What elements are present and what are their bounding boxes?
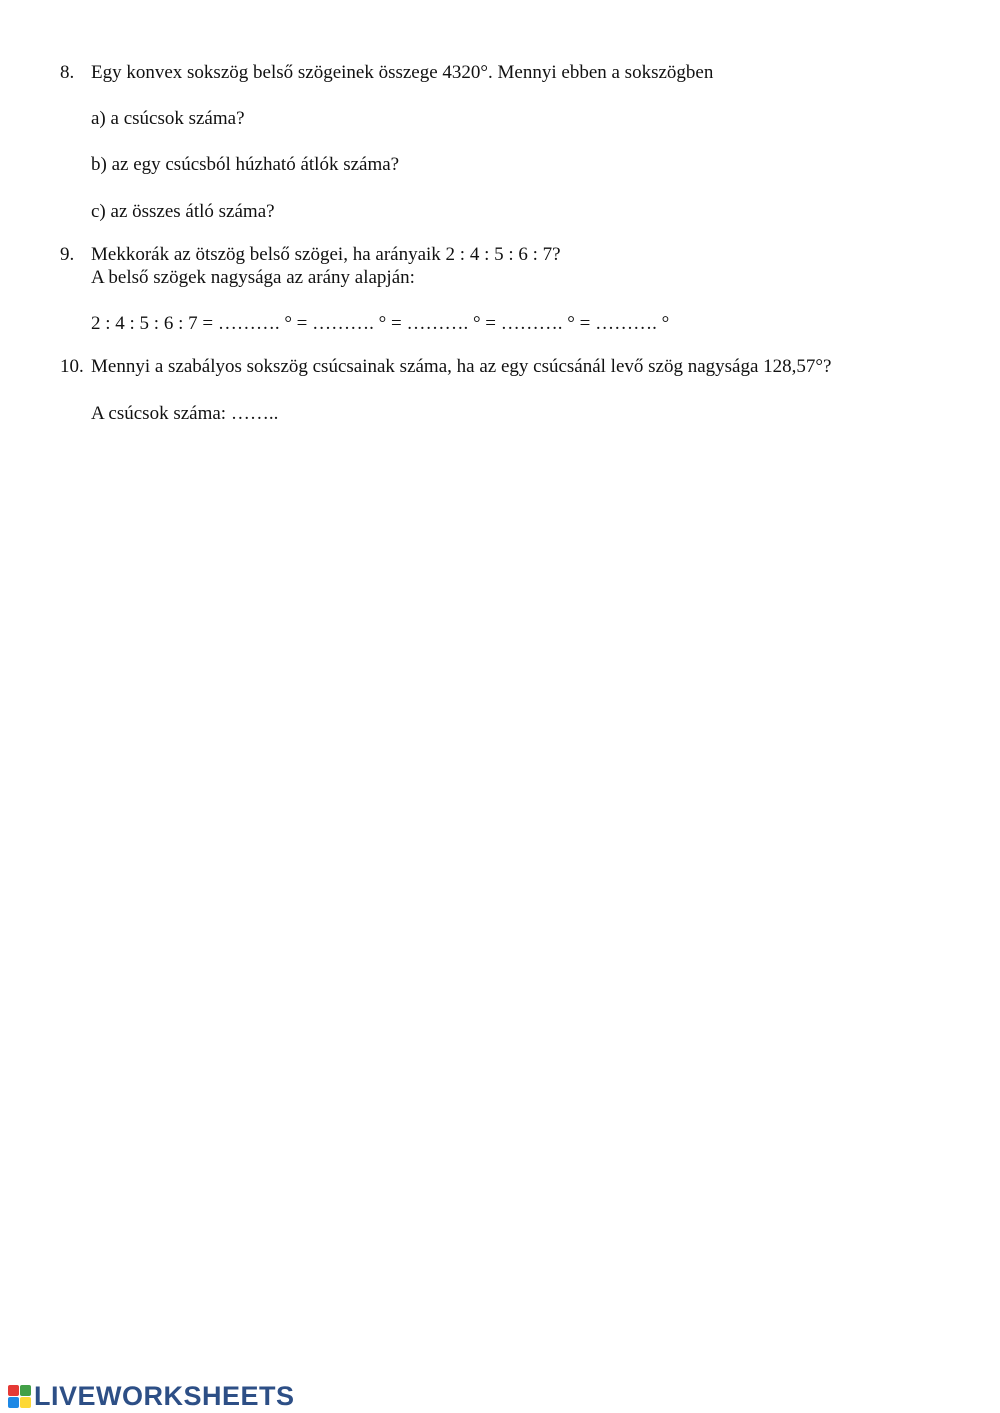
question-8-number: 8. [60,62,75,83]
logo-square-blue [8,1397,19,1408]
logo-square-red [8,1385,19,1396]
question-9-answer-line[interactable]: 2 : 4 : 5 : 6 : 7 = ………. ° = ………. ° = ………. ° = ………. ° = ………. ° [91,313,670,334]
question-8b: b) az egy csúcsból húzható átlók száma? [91,154,400,175]
question-10-answer[interactable]: A csúcsok száma: …….. [91,403,279,424]
question-10-number: 10. [60,356,84,377]
liveworksheets-brand-text: LIVEWORKSHEETS [34,1381,295,1411]
liveworksheets-logo-icon [8,1385,31,1408]
question-9-number: 9. [60,244,75,265]
logo-square-yellow [20,1397,31,1408]
liveworksheets-logo [8,1382,295,1410]
logo-square-green [20,1385,31,1396]
question-9-subtext: A belső szögek nagysága az arány alapján: [91,267,415,288]
question-9-text: Mekkorák az ötszög belső szögei, ha arányaik 2 : 4 : 5 : 6 : 7? [91,244,561,265]
question-8c: c) az összes átló száma? [91,201,275,222]
question-8-text: Egy konvex sokszög belső szögeinek összege 4320°. Mennyi ebben a sokszögben [91,62,714,83]
question-10-text: Mennyi a szabályos sokszög csúcsainak száma, ha az egy csúcsánál levő szög nagysága 128,57°? [91,356,832,377]
question-8a: a) a csúcsok száma? [91,108,245,129]
